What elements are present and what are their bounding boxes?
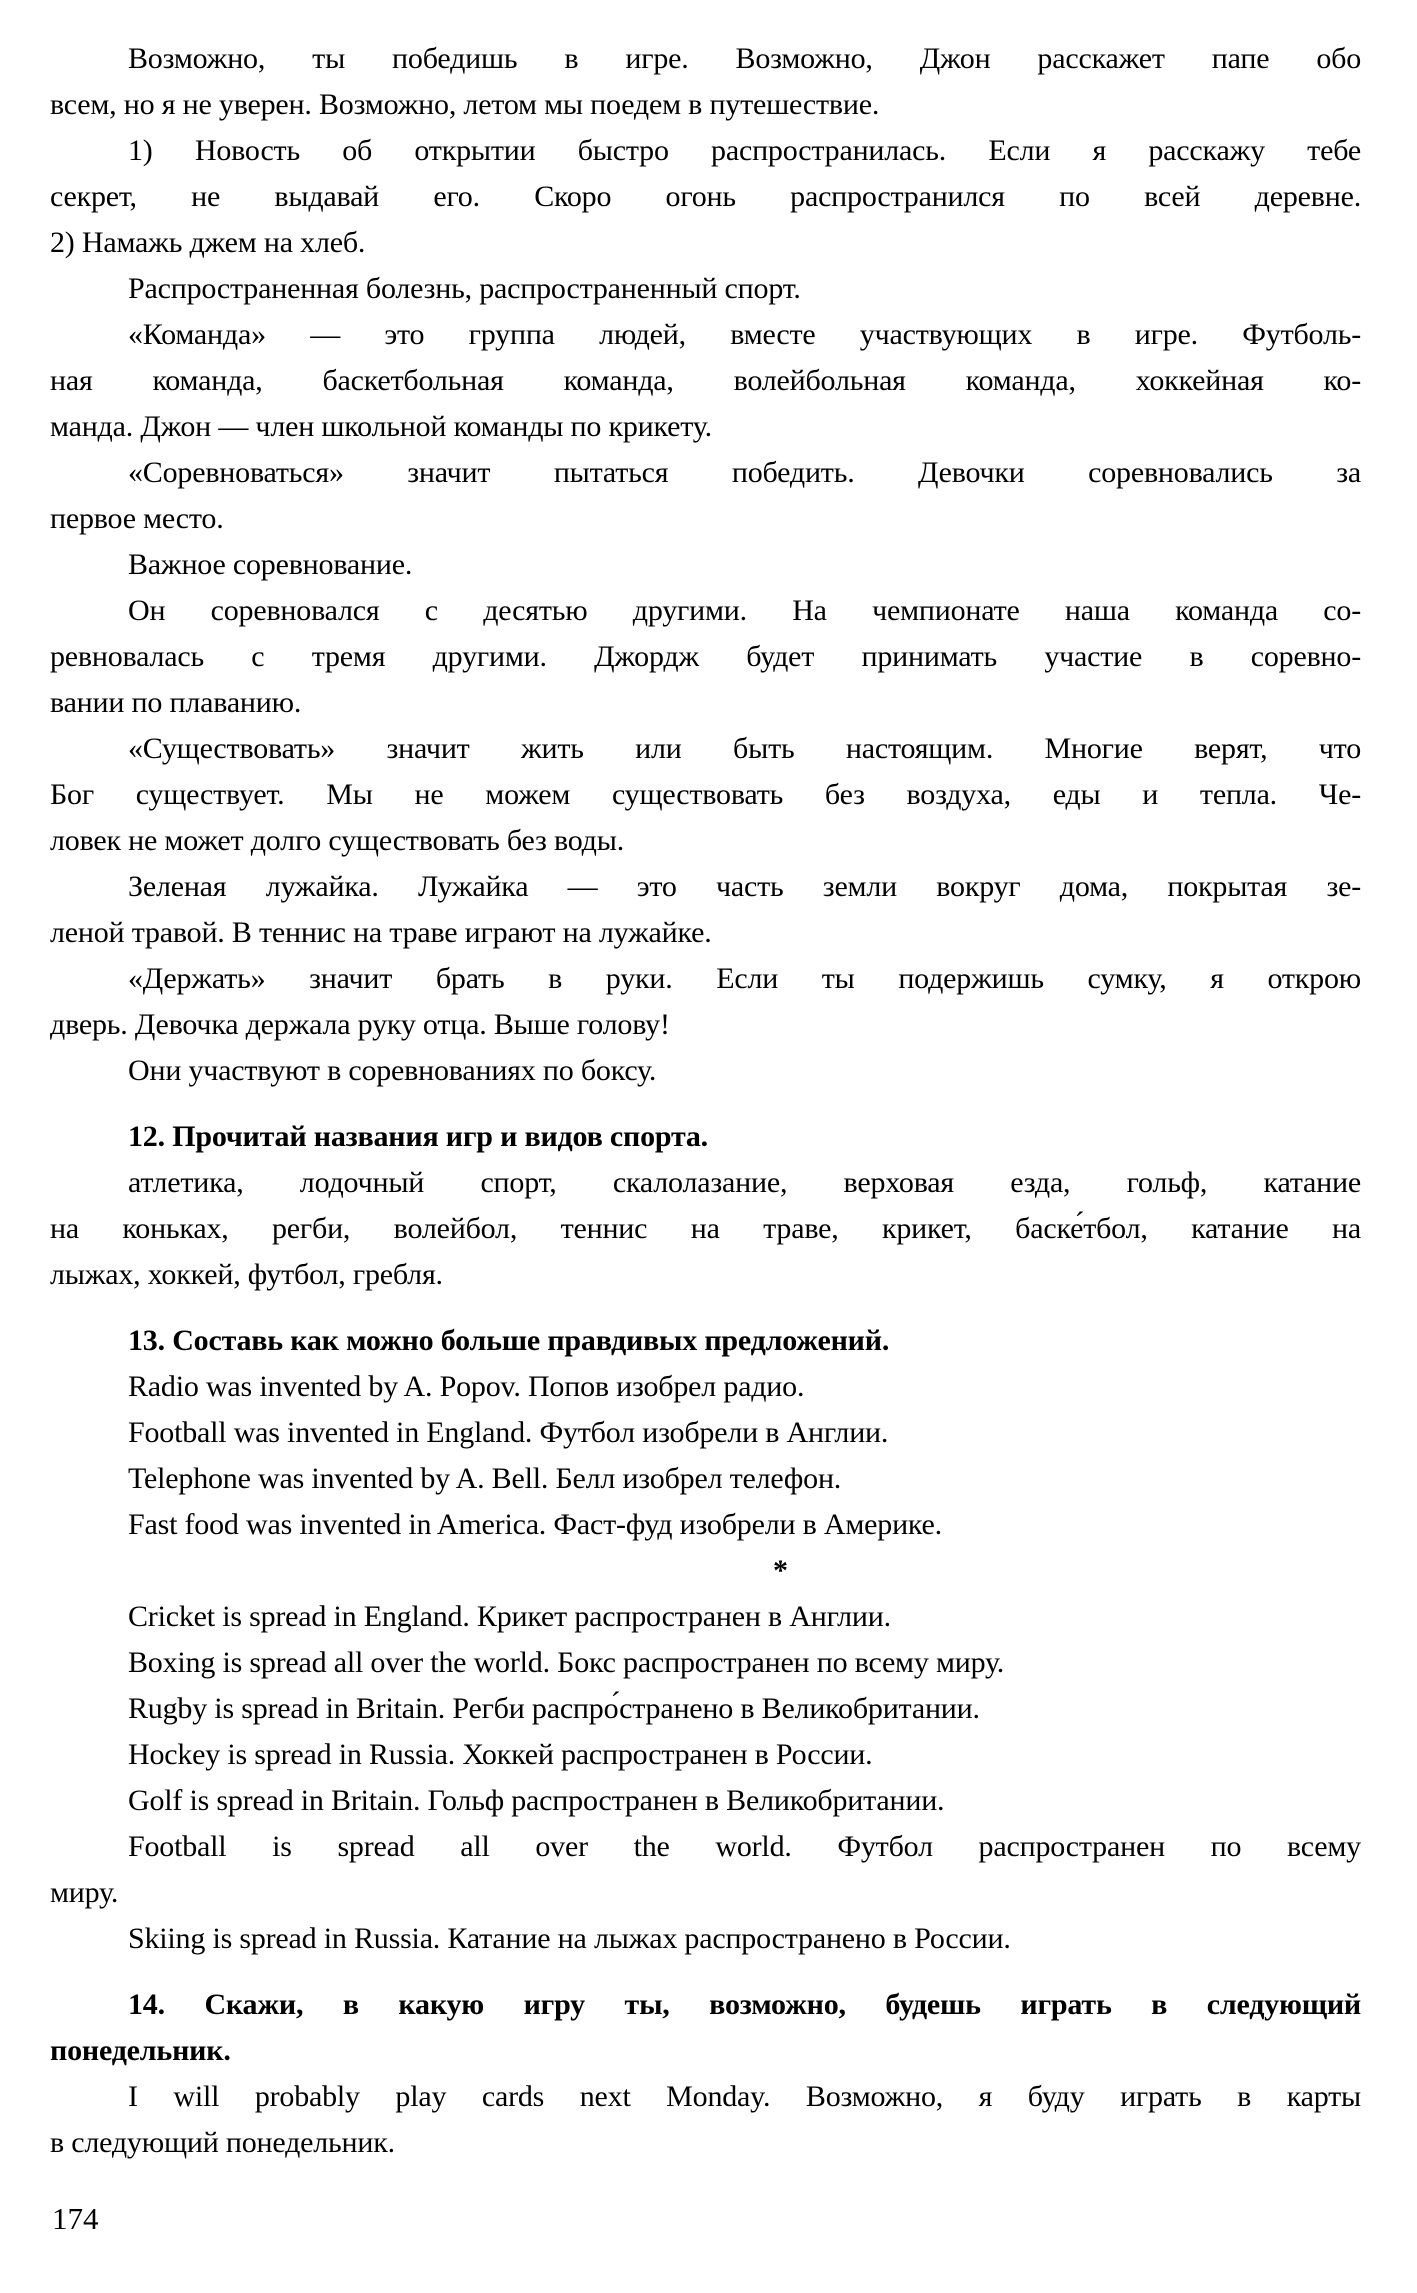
page-number: 174 <box>52 2201 99 2236</box>
paragraph-rasprostranennaya <box>50 266 1361 312</box>
paragraph-komanda <box>50 312 1361 450</box>
paragraph-boks <box>50 1048 1361 1094</box>
sentence-play-cards <box>50 2074 1361 2166</box>
text-line: 12. Прочитай названия игр и видов спорта. <box>128 1120 708 1153</box>
text-line: дверь. Девочка держала руку отца. Выше голову! <box>50 1008 670 1041</box>
text-line: Football is spread all over the world. Футбол распространен по всему <box>128 1830 1361 1863</box>
text-line: Зеленая лужайка. Лужайка — это часть земли вокруг дома, покрытая зе- <box>128 870 1361 903</box>
paragraph-derzhat <box>50 956 1361 1048</box>
paragraph-sushchestvovat <box>50 726 1361 864</box>
text-line: ная команда, баскетбольная команда, волейбольная команда, хоккейная ко- <box>50 364 1361 397</box>
text-line: Boxing is spread all over the world. Бокс распространен по всему миру. <box>128 1646 1005 1679</box>
sentence-fastfood <box>50 1502 1361 1548</box>
text-line: Fast food was invented in America. Фаст-фуд изобрели в Америке. <box>128 1508 942 1541</box>
text-line: «Существовать» значит жить или быть настоящим. Многие верят, что <box>128 732 1361 765</box>
text-line: Football was invented in England. Футбол изобрели в Англии. <box>128 1416 889 1449</box>
text-line: Golf is spread in Britain. Гольф распространен в Великобритании. <box>128 1784 945 1817</box>
paragraph-sports-list <box>50 1160 1361 1298</box>
sentence-football-spread <box>50 1824 1361 1916</box>
text-line: секрет, не выдавай его. Скоро огонь распространился по всей деревне. <box>50 180 1361 213</box>
paragraph-sorevnovatsya <box>50 450 1361 542</box>
text-line: Они участвуют в соревнованиях по боксу. <box>128 1054 657 1087</box>
text-line: Он соревновался с десятью другими. На чемпионате наша команда со- <box>128 594 1361 627</box>
sentence-rugby <box>50 1686 1361 1732</box>
sentence-football-invented <box>50 1410 1361 1456</box>
exercise-14-heading <box>50 1982 1361 2074</box>
text-line: Rugby is spread in Britain. Регби распро́странено в Великобритании. <box>128 1692 980 1725</box>
text-line: Radio was invented by A. Popov. Попов изобрел радио. <box>128 1370 805 1403</box>
sentence-telephone <box>50 1456 1361 1502</box>
text-line: Бог существует. Мы не можем существовать без воздуха, еды и тепла. Че- <box>50 778 1361 811</box>
sentence-radio <box>50 1364 1361 1410</box>
text-line: атлетика, лодочный спорт, скалолазание, верховая езда, гольф, катание <box>128 1166 1361 1199</box>
text-line: Skiing is spread in Russia. Катание на лыжах распространено в России. <box>128 1922 1011 1955</box>
text-line: 14. Скажи, в какую игру ты, возможно, будешь играть в следующий <box>128 1988 1361 2021</box>
text-line: первое место. <box>50 502 224 535</box>
text-line: «Команда» — это группа людей, вместе участвующих в игре. Футболь- <box>128 318 1361 351</box>
text-line: понедельник. <box>50 2034 231 2067</box>
text-line: ловек не может долго существовать без воды. <box>50 824 624 857</box>
exercise-13-heading <box>50 1318 1361 1364</box>
text-line: миру. <box>50 1876 119 1909</box>
paragraph-vazhnoe <box>50 542 1361 588</box>
sentence-golf <box>50 1778 1361 1824</box>
text-line: «Держать» значит брать в руки. Если ты подержишь сумку, я открою <box>128 962 1361 995</box>
text-line: 1) Новость об открытии быстро распространилась. Если я расскажу тебе <box>128 134 1361 167</box>
sentence-skiing <box>50 1916 1361 1962</box>
text-line: Возможно, ты победишь в игре. Возможно, Джон расскажет папе обо <box>128 42 1361 75</box>
text-line: ревновалась с тремя другими. Джордж будет принимать участие в соревно- <box>50 640 1361 673</box>
text-line: «Соревноваться» значит пытаться победить. Девочки соревновались за <box>128 456 1361 489</box>
text-line: Важное соревнование. <box>128 548 413 581</box>
text-line: Распространенная болезнь, распространенный спорт. <box>128 272 801 305</box>
text-line: 2) Намажь джем на хлеб. <box>50 226 366 259</box>
text-line: 13. Составь как можно больше правдивых предложений. <box>128 1324 890 1357</box>
text-line: Telephone was invented by A. Bell. Белл изобрел телефон. <box>128 1462 842 1495</box>
paragraph-vozmozhno <box>50 36 1361 128</box>
sentence-hockey <box>50 1732 1361 1778</box>
text-line: вании по плаванию. <box>50 686 302 719</box>
text-line: Hockey is spread in Russia. Хоккей распространен в России. <box>128 1738 873 1771</box>
sentence-cricket <box>50 1594 1361 1640</box>
paragraph-on-sorevnovalsya <box>50 588 1361 726</box>
text-line: всем, но я не уверен. Возможно, летом мы поедем в путешествие. <box>50 88 880 121</box>
text-line: в следующий понедельник. <box>50 2126 395 2159</box>
exercise-12-heading <box>50 1114 1361 1160</box>
sentence-boxing <box>50 1640 1361 1686</box>
text-line: леной травой. В теннис на траве играют на лужайке. <box>50 916 712 949</box>
paragraph-luzhaika <box>50 864 1361 956</box>
text-line: Cricket is spread in England. Крикет распространен в Англии. <box>128 1600 891 1633</box>
text-content <box>50 36 1361 2166</box>
paragraph-novost <box>50 128 1361 266</box>
asterisk-separator: * <box>773 1554 788 1587</box>
text-line: лыжах, хоккей, футбол, гребля. <box>50 1258 443 1291</box>
text-line: манда. Джон — член школьной команды по крикету. <box>50 410 712 443</box>
text-line: на коньках, регби, волейбол, теннис на траве, крикет, баске́тбол, катание на <box>50 1212 1361 1245</box>
text-line: I will probably play cards next Monday. Возможно, я буду играть в карты <box>128 2080 1361 2113</box>
